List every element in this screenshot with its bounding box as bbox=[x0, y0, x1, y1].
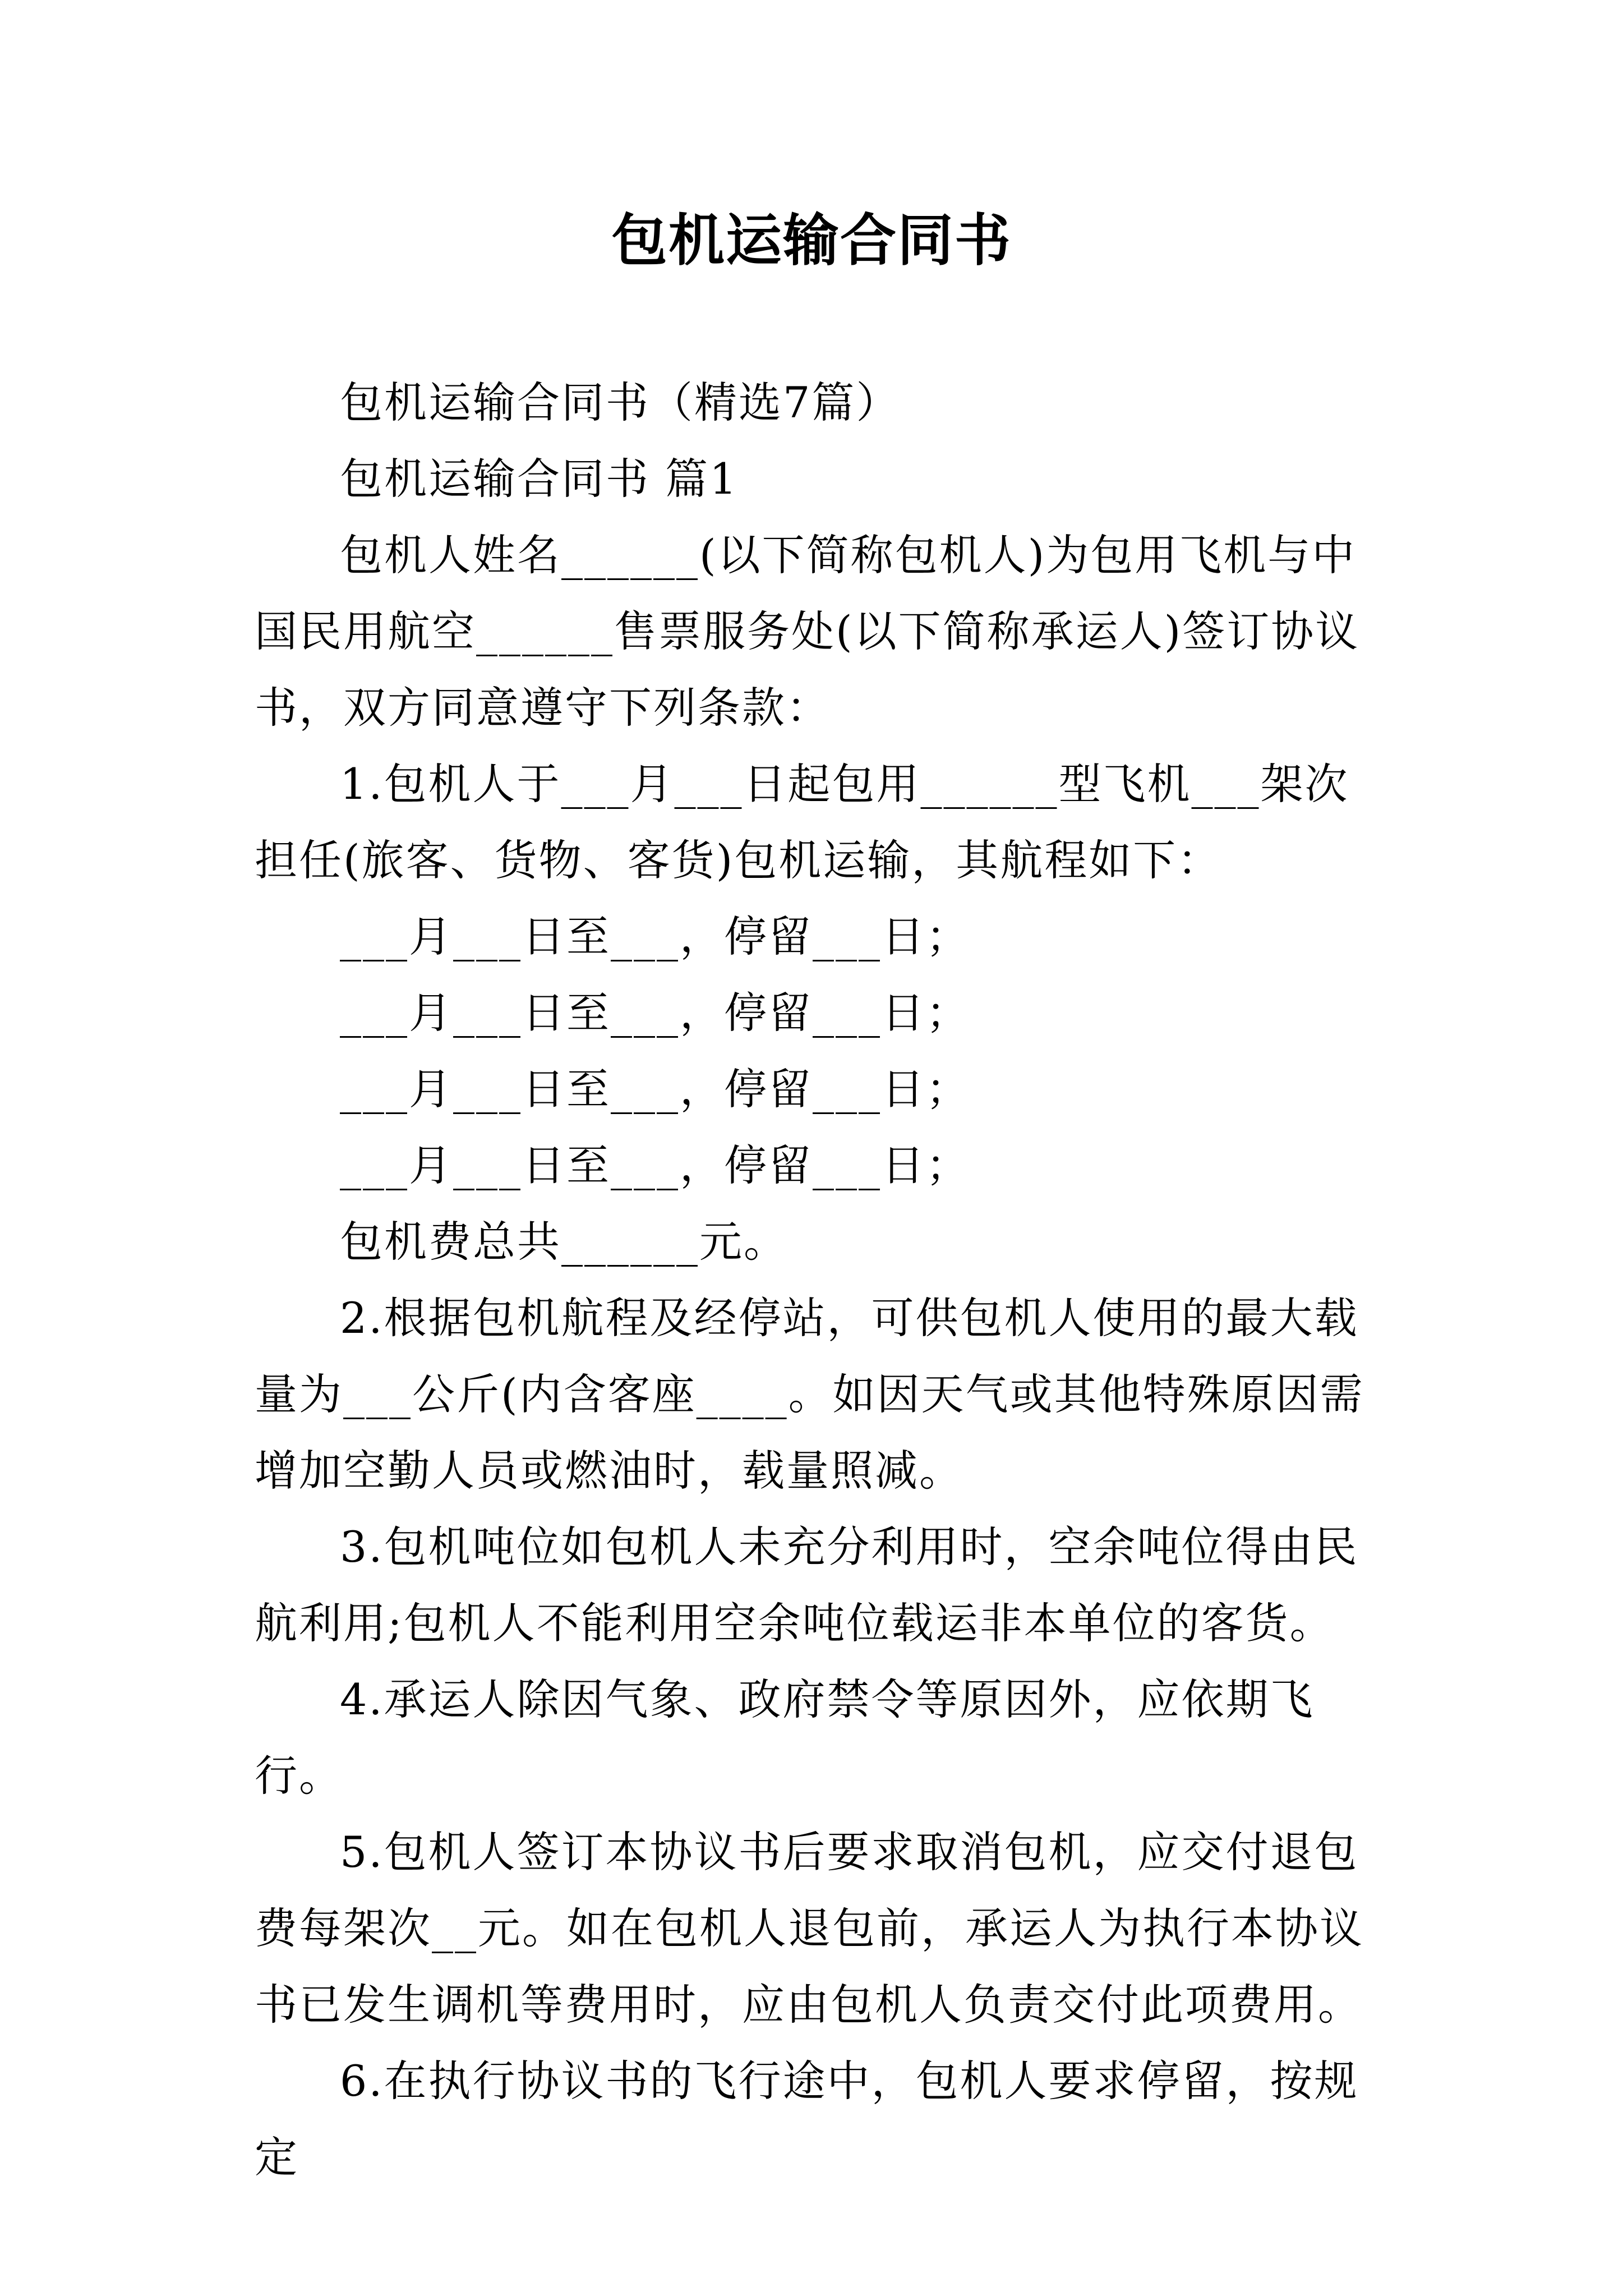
paragraph-clause-1: 1.包机人于___月___日起包用______型飞机___架次担任(旅客、货物、客货)包机运输，其航程如下： bbox=[255, 759, 1349, 885]
paragraph-route-line-1: ___月___日至___，停留___日； bbox=[340, 912, 970, 961]
paragraph-route-line-2: ___月___日至___，停留___日； bbox=[340, 988, 970, 1038]
paragraph-clause-4: 4.承运人除因气象、政府禁令等原因外，应依期飞行。 bbox=[255, 1674, 1315, 1801]
document-title: 包机运输合同书 bbox=[611, 207, 1012, 273]
paragraph-preamble: 包机人姓名______(以下简称包机人)为包用飞机与中国民用航空______售票服务处(以下简称承运人)签订协议书，双方同意遵守下列条款： bbox=[255, 530, 1360, 733]
paragraph-clause-5: 5.包机人签订本协议书后要求取消包机，应交付退包费每架次__元。如在包机人退包前，承运人为执行本协议书已发生调机等费用时，应由包机人负责交付此项费用。 bbox=[255, 1827, 1364, 2030]
paragraph-route-line-3: ___月___日至___，停留___日； bbox=[340, 1064, 970, 1114]
paragraph-total-fee: 包机费总共______元。 bbox=[340, 1217, 788, 1267]
paragraph-clause-3: 3.包机吨位如包机人未充分利用时，空余吨位得由民航利用;包机人不能利用空余吨位载运非本单位的客货。 bbox=[255, 1522, 1359, 1648]
paragraph-route-line-4: ___月___日至___，停留___日； bbox=[340, 1140, 970, 1190]
paragraph-subtitle: 包机运输合同书（精选7篇） bbox=[340, 378, 901, 427]
paragraph-section-heading: 包机运输合同书 篇1 bbox=[340, 454, 739, 504]
document-body bbox=[255, 365, 1383, 2196]
paragraph-clause-6: 6.在执行协议书的飞行途中，包机人要求停留，按规定 bbox=[255, 2056, 1359, 2182]
paragraph-clause-2: 2.根据包机航程及经停站，可供包机人使用的最大载量为___公斤(内含客座____。如因天气或其他特殊原因需增加空勤人员或燃油时，载量照减。 bbox=[255, 1293, 1364, 1496]
